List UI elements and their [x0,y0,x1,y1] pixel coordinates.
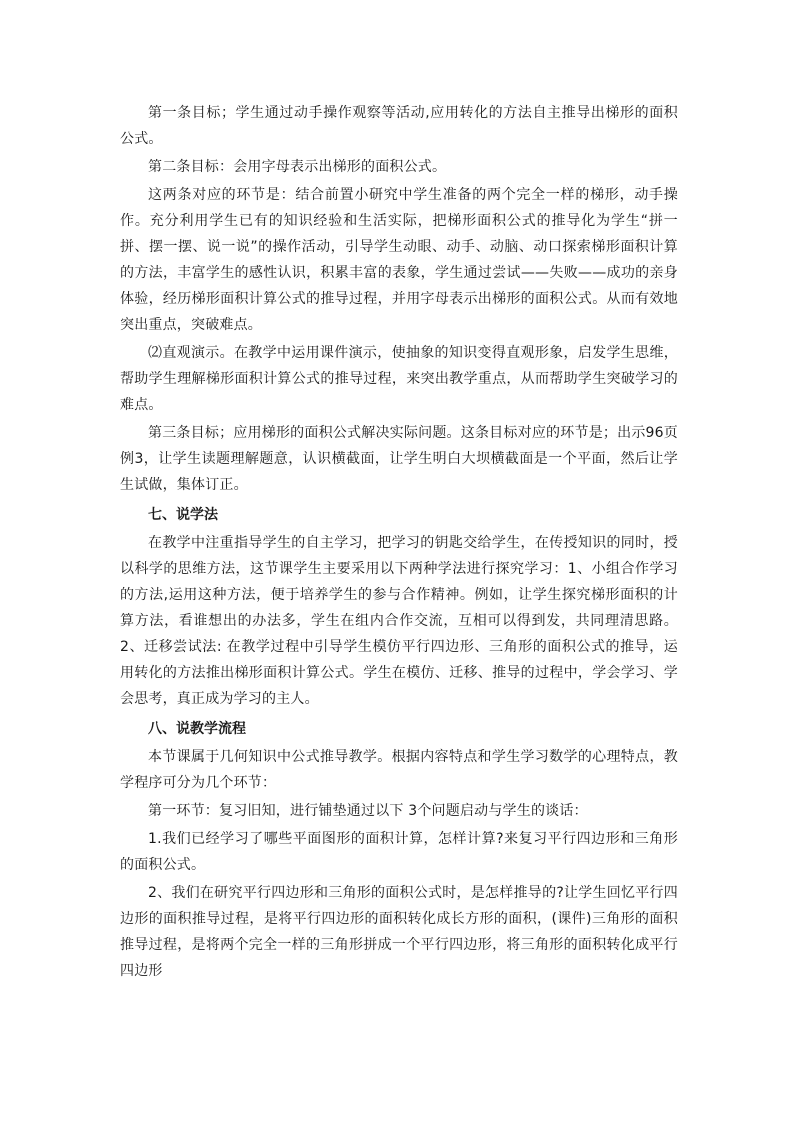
paragraph-visual-demo: ⑵直观演示。在教学中运用课件演示，使抽象的知识变得直观形象，启发学生思维，帮助学生理解梯形面积计算公式的推导过程，来突出教学重点，从而帮助学生突破学习的难点。 [120,345,678,413]
paragraph-teaching-flow: 本节课属于几何知识中公式推导教学。根据内容特点和学生学习数学的心理特点，教学程序可分为几个环节： [120,749,678,791]
document-page [120,100,678,984]
paragraph-goal-3: 第三条目标；应用梯形的面积公式解决实际问题。这条目标对应的环节是；出示96页例3，让学生读题理解题意，认识横截面，让学生明白大坝横截面是一个平面，然后让学生试做，集体订正。 [120,425,678,493]
paragraph-step-1: 第一环节：复习旧知，进行铺垫通过以下 3个问题启动与学生的谈话： [148,803,588,819]
paragraph-goals-steps: 这两条对应的环节是：结合前置小研究中学生准备的两个完全一样的梯形，动手操作。充分利用学生已有的知识经验和生活实际，把梯形面积公式的推导化为学生“拼一拼、摆一摆、说一说”的操作活动，引导学生动眼、动手、动脑、动口探索梯形面积计算的方法，丰富学生的感性认识，积累丰富的表象，学生通过尝试——失败——成功的亲身体验，经历梯形面积计算公式的推导过程，并用字母表示出梯形的面积公式。从而有效地突出重点，突破难点。 [120,187,678,333]
section-heading-study-method: 七、说学法 [148,507,218,523]
paragraph-goal-1: 第一条目标；学生通过动手操作观察等活动,应用转化的方法自主推导出梯形的面积公式。 [120,105,678,147]
paragraph-question-2: 2、我们在研究平行四边形和三角形的面积公式时，是怎样推导的?让学生回忆平行四边形的面积推导过程，是将平行四边形的面积转化成长方形的面积，(课件)三角形的面积推导过程，是将两个完全一样的三角形拼成一个平行四边形，将三角形的面积转化成平行四边形 [120,885,678,979]
paragraph-goal-2: 第二条目标：会用字母表示出梯形的面积公式。 [148,159,447,175]
paragraph-study-method: 在教学中注重指导学生的自主学习，把学习的钥匙交给学生，在传授知识的同时，授以科学的思维方法，这节课学生主要采用以下两种学法进行探究学习：1、小组合作学习的方法,运用这种方法，便于培养学生的参与合作精神。例如，让学生探究梯形面积的计算方法，看谁想出的办法多，学生在组内合作交流，互相可以得到发，共同理清思路。2、迁移尝试法: 在教学过程中引导学生模仿平行四边形、三角形的面积公式的推导，运用转化的方法推出梯形面积计算公式。学生在模仿、迁移、推导的过程中，学会学习、学会思考，真正成为学习的主人。 [120,535,678,707]
section-heading-teaching-flow: 八、说教学流程 [148,721,246,737]
paragraph-question-1: 1.我们已经学习了哪些平面图形的面积计算，怎样计算?来复习平行四边形和三角形的面积公式。 [120,831,678,873]
